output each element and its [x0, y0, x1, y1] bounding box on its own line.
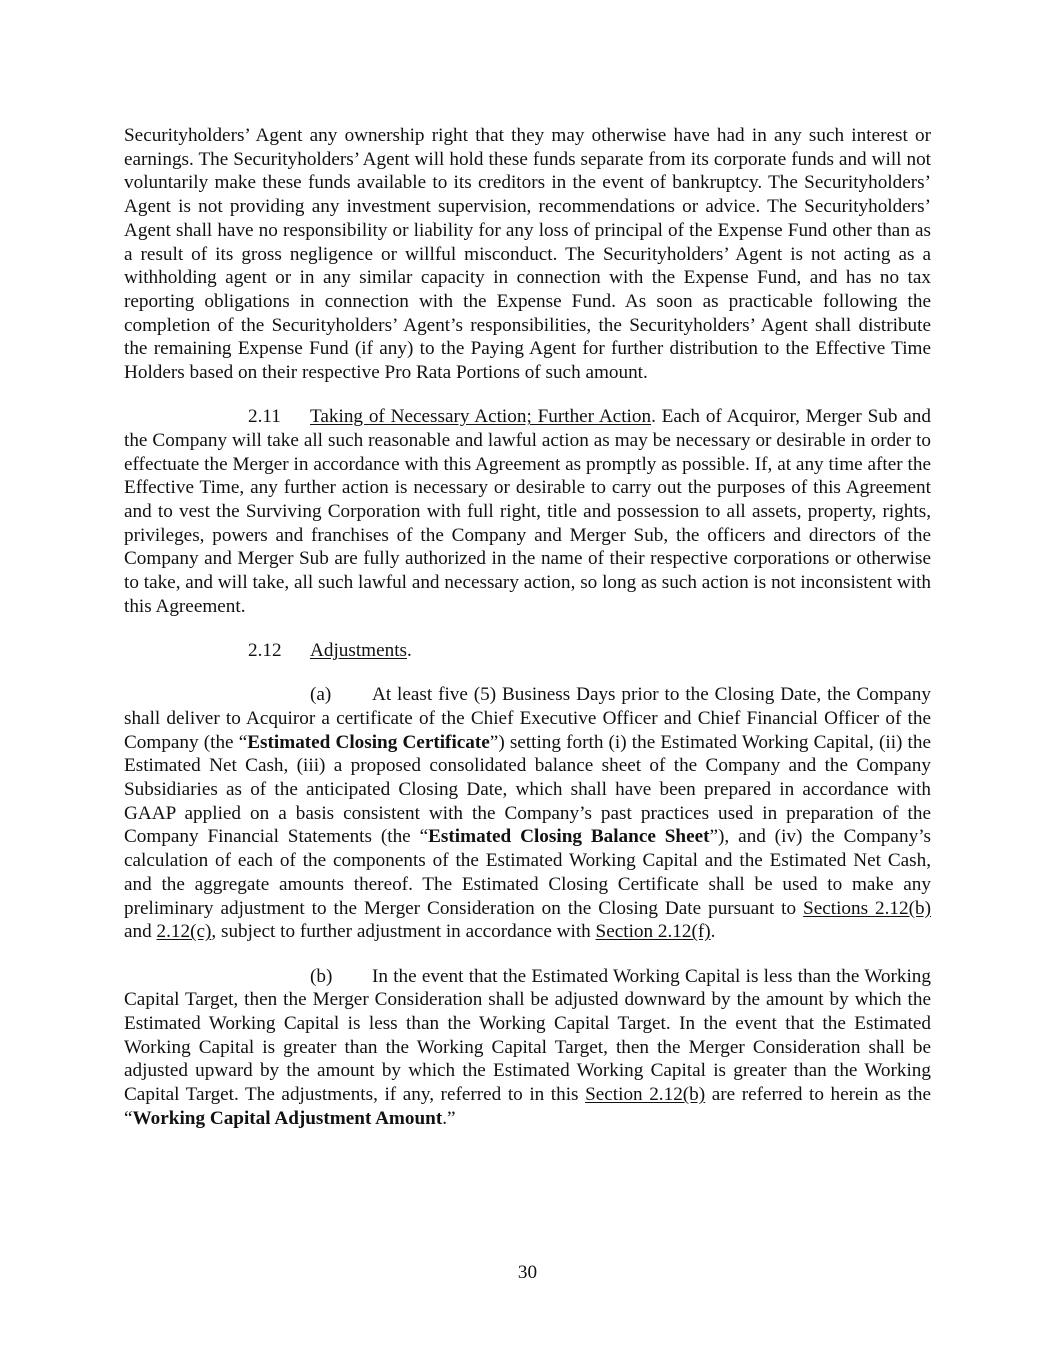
section-heading: Taking of Necessary Action; Further Action — [310, 406, 652, 428]
paragraph-spacer — [124, 385, 931, 406]
paragraph-spacer — [124, 619, 931, 640]
section-2-11 — [124, 405, 931, 618]
paragraph-spacer — [124, 663, 931, 684]
cross-reference: Section 2.12(b) — [585, 1084, 706, 1106]
continuation-paragraph: Securityholders’ Agent any ownership right that they may otherwise have had in any such interest or earnings. The Securityholders’ Agent will hold these funds separate from its corporate funds and will not voluntarily make these funds available to its creditors in the event of bankruptcy. The Securityholders’ Agent is not providing any investment supervision, recommendations or advice. The Securityholders’ Agent shall have no responsibility or liability for any loss of principal of the Expense Fund other than as a result of its gross negligence or willful misconduct. The Securityholders’ Agent is not acting as a withholding agent or in any similar capacity in connection with the Expense Fund, and has no tax reporting obligations in connection with the Expense Fund. As soon as practicable following the completion of the Securityholders’ Agent’s responsibilities, the Securityholders’ Agent shall distribute the remaining Expense Fund (if any) to the Paying Agent for further distribution to the Effective Time Holders based on their respective Pro Rata Portions of such amount. — [124, 125, 931, 384]
text-run: are referred to herein as the “ — [124, 1084, 931, 1129]
defined-term: Estimated Closing Certificate — [247, 731, 490, 753]
cross-reference: Sections 2.12(b) — [803, 897, 931, 919]
text-run: .” — [442, 1107, 456, 1129]
text-run: ”) setting forth (i) the Estimated Working Capital, (ii) the Estimated Net Cash, (iii) a proposed consolidated balance sheet of the Company and the Company Subsidiaries as of the anticipated Closing Date, which shall have been prepared in accordance with GAAP applied on a basis consistent with the Company’s past practices used in preparation of the Company Financial Statements (the “ — [124, 731, 931, 848]
paragraph-spacer — [124, 944, 931, 965]
subsection-label: (b) — [310, 965, 333, 987]
heading-punct: . — [407, 640, 412, 662]
defined-term: Working Capital Adjustment Amount — [132, 1107, 443, 1129]
cross-reference: Section 2.12(f) — [595, 921, 711, 943]
defined-term: Estimated Closing Balance Sheet — [428, 826, 710, 848]
text-run: At least five (5) Business Days prior to the Closing Date, the Company shall deliver to Acquiror a certificate of the Chief Executive Officer and Chief Financial Officer of the Company (the “ — [124, 684, 931, 753]
section-body: Each of Acquiror, Merger Sub and the Company will take all such reasonable and lawful action as may be necessary or desirable in order to effectuate the Merger in accordance with this Agreement as promptly as possible. If, at any time after the Effective Time, any further action is necessary or desirable to carry out the purposes of this Agreement and to vest the Surviving Corporation with full right, title and possession to all assets, property, rights, privileges, powers and franchises of the Company and Merger Sub, the officers and directors of the Company and Merger Sub are fully authorized in the name of their respective corporations or otherwise to take, and will take, all such lawful and necessary action, so long as such action is not inconsistent with this Agreement. — [124, 406, 931, 617]
text-run: ”), and (iv) the Company’s calculation of each of the components of the Estimated Working Capital and the Estimated Net Cash, and the aggregate amounts thereof. The Estimated Closing Certificate shall be used to make any preliminary adjustment to the Merger Consideration on the Closing Date pursuant to — [124, 826, 932, 919]
section-number: 2.11 — [248, 406, 281, 428]
heading-punct: . — [651, 406, 656, 428]
subsection-a — [124, 683, 931, 944]
section-2-12-heading — [124, 639, 931, 663]
subsection-b — [124, 965, 931, 1131]
text-run: In the event that the Estimated Working Capital is less than the Working Capital Target, then the Merger Consideration shall be adjusted downward by the amount by which the Estimated Working Capital is less than the Working Capital Target. In the event that the Estimated Working Capital is greater than the Working Capital Target, then the Merger Consideration shall be adjusted upward by the amount by which the Estimated Working Capital is greater than the Working Capital Target. The adjustments, if any, referred to in this — [124, 965, 931, 1106]
subsection-label: (a) — [310, 684, 332, 706]
document-page — [124, 124, 931, 1130]
text-run: . — [710, 921, 716, 943]
text-run: , subject to further adjustment in accordance with — [211, 921, 596, 943]
text-run: and — [124, 921, 157, 943]
cross-reference: 2.12(c) — [156, 921, 212, 943]
page-number: 30 — [517, 1262, 538, 1283]
section-number: 2.12 — [248, 640, 282, 662]
section-heading: Adjustments — [310, 640, 408, 662]
